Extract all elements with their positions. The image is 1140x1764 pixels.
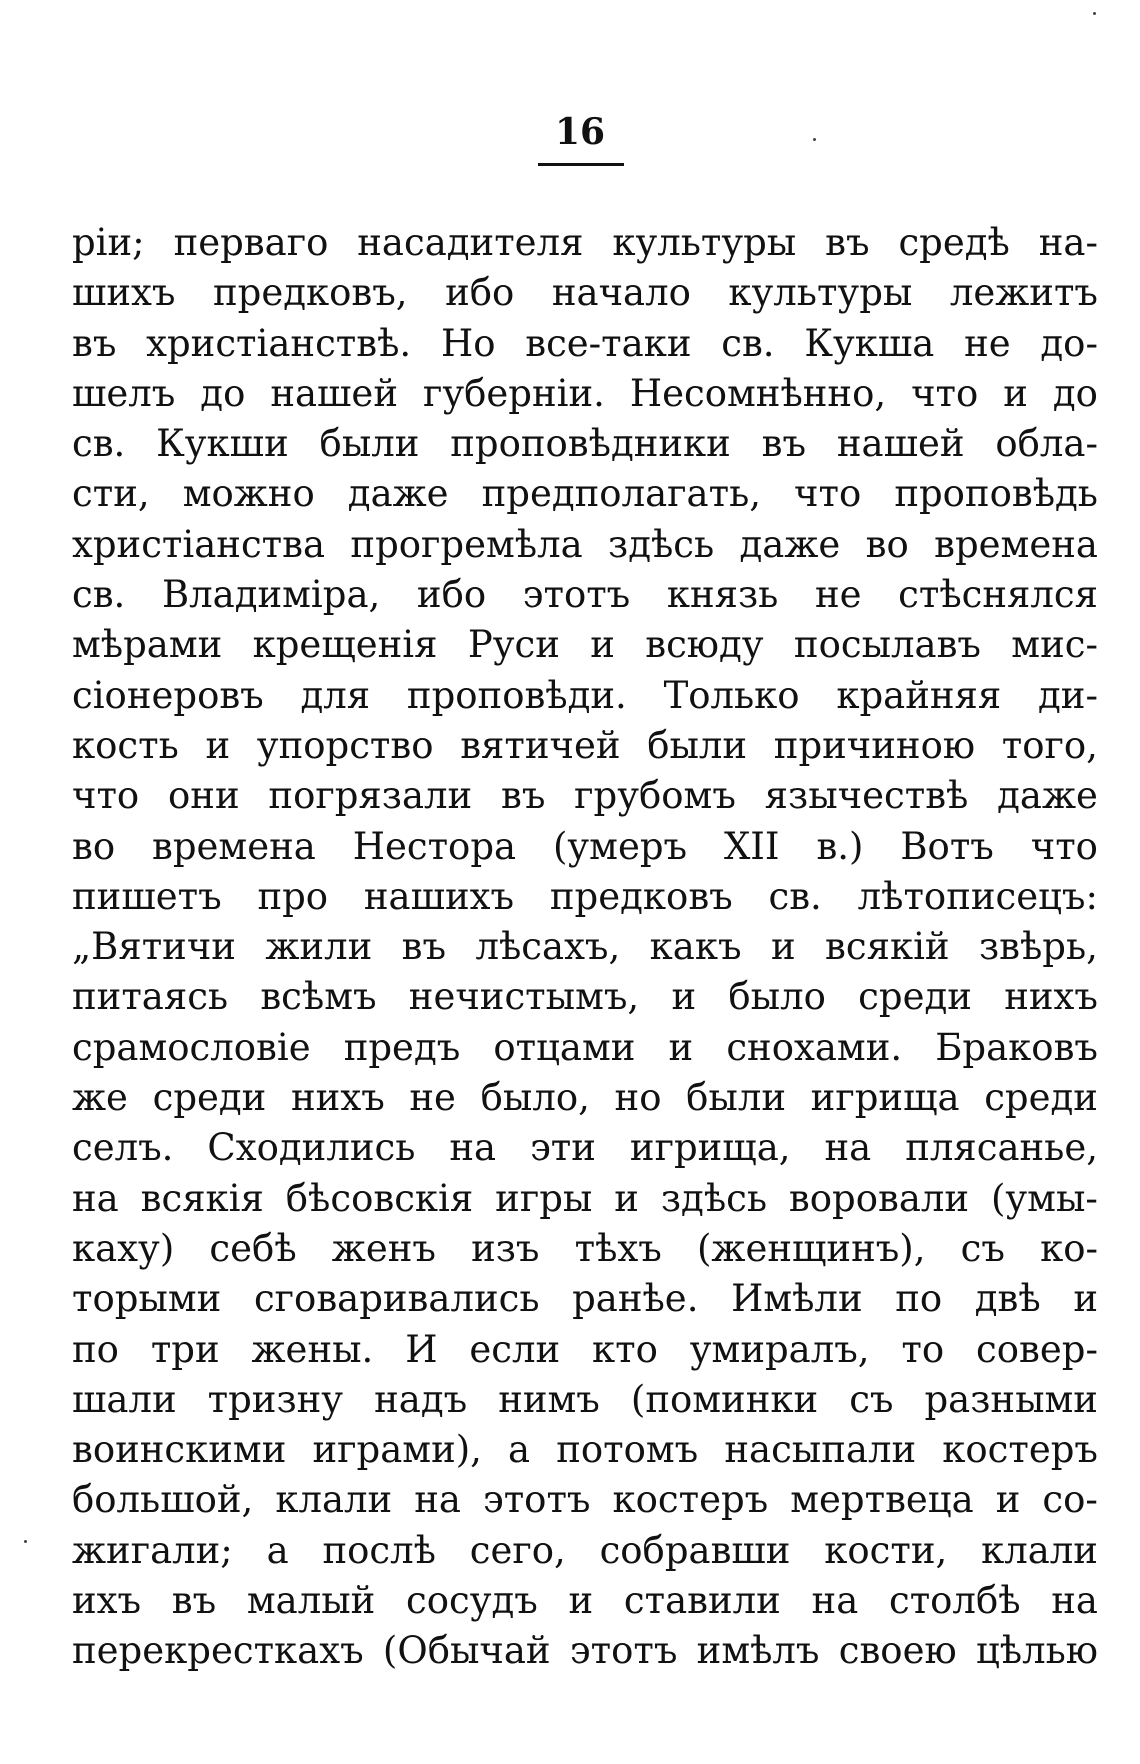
word: и: [770, 925, 796, 969]
word: можно: [182, 472, 315, 516]
word: ко-: [1040, 1226, 1098, 1270]
word: среди: [152, 1076, 267, 1120]
word: что: [794, 472, 862, 516]
word: культуры: [612, 221, 797, 264]
word: мис-: [1011, 623, 1098, 667]
word: снохами.: [726, 1025, 903, 1069]
word: надъ: [374, 1377, 468, 1421]
text-line: [72, 319, 1098, 369]
word: (женщинъ),: [697, 1226, 926, 1270]
text-line: [72, 721, 1098, 771]
word: Но: [440, 321, 496, 365]
word: нечистымъ,: [408, 975, 640, 1019]
body-text: [72, 218, 1098, 1677]
word: что: [911, 371, 979, 415]
word: предполагать,: [481, 472, 761, 516]
text-line: [72, 972, 1098, 1022]
text-line: [72, 570, 1098, 620]
word: всякія: [140, 1176, 264, 1220]
word: христіанства: [72, 522, 326, 566]
word: даже: [347, 472, 449, 516]
word: времена: [152, 824, 316, 868]
word: Руси: [467, 623, 560, 667]
word: ибо: [445, 271, 515, 315]
word: прогремѣла: [350, 522, 583, 566]
word: Вотъ: [900, 824, 994, 868]
word: и: [668, 1025, 694, 1069]
word: того,: [1001, 723, 1098, 767]
word: Только: [663, 673, 800, 717]
page-number: 16: [554, 111, 606, 153]
word: разными: [924, 1377, 1098, 1421]
word: пишетъ: [72, 874, 222, 918]
text-line: [72, 1073, 1098, 1123]
word: въ: [825, 221, 870, 264]
word: клали: [981, 1528, 1098, 1572]
word: играми),: [312, 1428, 482, 1472]
word: звѣрь,: [978, 925, 1098, 969]
word: совер-: [976, 1327, 1098, 1371]
word: торыми: [72, 1277, 222, 1321]
word: шали: [72, 1377, 177, 1421]
word: (Обычай: [382, 1629, 551, 1673]
word: до: [200, 371, 246, 415]
text-line: [72, 268, 1098, 318]
word: князь: [666, 573, 779, 617]
word: и: [205, 723, 231, 767]
word: на: [1051, 1579, 1098, 1623]
word: съ: [960, 1226, 1005, 1270]
word: со-: [1042, 1478, 1098, 1522]
word: на: [449, 1126, 497, 1170]
word: потомъ: [556, 1428, 699, 1472]
word: во: [72, 824, 116, 868]
word: отцами: [493, 1025, 636, 1069]
word: не: [409, 1076, 456, 1120]
text-line: [72, 922, 1098, 972]
word: крайняя: [836, 673, 1002, 717]
word: въ: [171, 1579, 217, 1623]
word: что: [1030, 824, 1098, 868]
word: а: [266, 1528, 289, 1572]
word: нашей: [270, 371, 398, 415]
page-number-underline: [538, 163, 624, 166]
word: на: [72, 1176, 119, 1220]
word: воровали: [788, 1176, 970, 1220]
text-line: [72, 469, 1098, 519]
word: послѣ: [322, 1528, 436, 1572]
word: и: [671, 975, 697, 1019]
text-line: [72, 822, 1098, 872]
word: эти: [530, 1126, 596, 1170]
word: начало: [551, 271, 691, 315]
word: перекресткахъ: [72, 1629, 364, 1673]
word: даже: [739, 522, 841, 566]
word: не: [964, 321, 1011, 365]
word: питаясь: [72, 975, 229, 1019]
word: сговаривались: [253, 1277, 540, 1321]
word: то: [901, 1327, 945, 1371]
word: въ: [500, 774, 546, 818]
word: изъ: [471, 1226, 540, 1270]
word: и: [1003, 371, 1028, 415]
word: кто: [592, 1327, 658, 1371]
word: лѣтописецъ:: [857, 874, 1098, 918]
word: селъ.: [72, 1126, 174, 1170]
word: посылавъ: [793, 623, 981, 667]
word: XII: [723, 824, 780, 868]
word: св.: [768, 874, 822, 918]
word: кость: [72, 723, 179, 767]
word: св.: [72, 422, 126, 466]
word: тризну: [207, 1377, 344, 1421]
word: имѣлъ: [696, 1629, 820, 1673]
word: стѣснялся: [898, 573, 1098, 617]
word: всюду: [645, 623, 764, 667]
word: каху): [72, 1226, 175, 1270]
text-line: [72, 1626, 1098, 1676]
word: срамословіе: [72, 1025, 311, 1069]
word: даже: [997, 774, 1098, 818]
word: если: [469, 1327, 561, 1371]
word: среди: [984, 1076, 1098, 1120]
word: на-: [1038, 221, 1098, 264]
word: нашей: [836, 422, 965, 466]
word: до: [1052, 371, 1098, 415]
text-line: [72, 771, 1098, 821]
word: своею: [838, 1629, 957, 1673]
word: нимъ: [498, 1377, 600, 1421]
text-line: [72, 671, 1098, 721]
word: на: [811, 1579, 859, 1623]
word: погрязали: [268, 774, 473, 818]
word: pіи;: [72, 221, 145, 264]
word: какъ: [649, 925, 742, 969]
word: ранѣе.: [572, 1277, 699, 1321]
word: на: [824, 1126, 872, 1170]
text-line: [72, 369, 1098, 419]
text-line: [72, 520, 1098, 570]
word: на: [414, 1478, 461, 1522]
word: крещенія: [252, 623, 438, 667]
text-line: [72, 1325, 1098, 1375]
word: ставили: [623, 1579, 781, 1623]
word: этотъ: [569, 1629, 678, 1673]
word: что: [72, 774, 140, 818]
word: Кукши: [156, 422, 289, 466]
word: перваго: [173, 221, 329, 264]
word: собравши: [599, 1528, 791, 1572]
word: и: [590, 623, 615, 667]
word: игры: [495, 1176, 593, 1220]
word: а: [508, 1428, 531, 1472]
word: женъ: [331, 1226, 436, 1270]
word: плясанье,: [905, 1126, 1098, 1170]
word: Браковъ: [935, 1025, 1098, 1069]
word: были: [647, 723, 748, 767]
word: св.: [721, 321, 775, 365]
word: ихъ: [72, 1579, 142, 1623]
word: себѣ: [209, 1226, 297, 1270]
word: двѣ: [974, 1277, 1041, 1321]
word: проповѣдь: [894, 472, 1098, 516]
print-speck: [1093, 12, 1096, 15]
word: воинскими: [72, 1428, 287, 1472]
word: было: [728, 975, 826, 1019]
word: игрища: [810, 1076, 960, 1120]
word: Нестора: [352, 824, 517, 868]
word: про: [257, 874, 329, 918]
word: шихъ: [72, 271, 176, 315]
print-speck: [813, 138, 816, 141]
text-line: [72, 1576, 1098, 1626]
word: шелъ: [72, 371, 176, 415]
word: культуры: [728, 271, 913, 315]
word: малый: [246, 1579, 376, 1623]
word: и: [995, 1478, 1021, 1522]
word: сти,: [72, 472, 150, 516]
word: съ: [849, 1377, 894, 1421]
word: по: [895, 1277, 943, 1321]
word: же: [72, 1076, 128, 1120]
word: сіонеровъ: [72, 673, 264, 717]
word: предковъ,: [213, 271, 408, 315]
text-line: [72, 1425, 1098, 1475]
word: причиною: [773, 723, 976, 767]
word: не: [814, 573, 862, 617]
word: бѣсовскія: [285, 1176, 474, 1220]
word: по: [72, 1327, 119, 1371]
word: было,: [480, 1076, 590, 1120]
word: И: [405, 1327, 438, 1371]
text-line: [72, 872, 1098, 922]
word: язычествѣ: [764, 774, 969, 818]
word: большой,: [72, 1478, 254, 1522]
text-line: [72, 419, 1098, 469]
word: все-таки: [525, 321, 692, 365]
word: (умы-: [990, 1176, 1098, 1220]
word: костеръ: [612, 1478, 769, 1522]
word: времена: [934, 522, 1098, 566]
word: предковъ: [549, 874, 733, 918]
word: (поминки: [630, 1377, 819, 1421]
text-line: [72, 1375, 1098, 1425]
word: мертвеца: [790, 1478, 974, 1522]
word: этотъ: [482, 1478, 591, 1522]
word: въ: [72, 321, 117, 365]
word: цѣлью: [975, 1629, 1098, 1673]
text-line: [72, 1526, 1098, 1576]
text-line: [72, 1475, 1098, 1525]
word: жили: [265, 925, 373, 969]
word: умиралъ,: [689, 1327, 870, 1371]
word: проповѣдники: [450, 422, 731, 466]
word: Имѣли: [731, 1277, 863, 1321]
word: „Вятичи: [72, 925, 236, 969]
word: во: [865, 522, 909, 566]
word: (умеръ: [552, 824, 688, 868]
word: предъ: [343, 1025, 461, 1069]
word: Несомнѣнно,: [629, 371, 887, 415]
word: три: [150, 1327, 220, 1371]
word: кости,: [824, 1528, 948, 1572]
word: Владиміра,: [161, 573, 381, 617]
word: проповѣди.: [406, 673, 627, 717]
word: были: [319, 422, 420, 466]
word: для: [300, 673, 371, 717]
word: и: [568, 1579, 594, 1623]
word: и: [614, 1176, 639, 1220]
word: св.: [72, 573, 126, 617]
word: всякій: [825, 925, 950, 969]
word: нашихъ: [363, 874, 515, 918]
word: столбѣ: [888, 1579, 1021, 1623]
print-speck: [24, 1540, 27, 1543]
text-line: [72, 1224, 1098, 1274]
word: тѣхъ: [574, 1226, 662, 1270]
word: въ: [761, 422, 807, 466]
word: мѣрами: [72, 623, 223, 667]
text-line: [72, 218, 1098, 268]
text-line: [72, 1274, 1098, 1324]
word: грубомъ: [574, 774, 736, 818]
word: ибо: [416, 573, 487, 617]
word: средѣ: [898, 221, 1010, 264]
word: всѣмъ: [260, 975, 377, 1019]
word: в.): [816, 824, 864, 868]
word: нихъ: [1004, 975, 1098, 1019]
word: среди: [858, 975, 972, 1019]
word: насыпали: [724, 1428, 917, 1472]
word: Сходились: [207, 1126, 416, 1170]
word: здѣсь: [660, 1176, 767, 1220]
word: но: [614, 1076, 662, 1120]
word: нихъ: [291, 1076, 385, 1120]
word: до-: [1040, 321, 1098, 365]
word: упорство: [256, 723, 434, 767]
word: сего,: [469, 1528, 566, 1572]
word: жигали;: [72, 1528, 233, 1572]
word: лежитъ: [949, 271, 1098, 315]
word: клали: [275, 1478, 393, 1522]
word: въ: [401, 925, 447, 969]
word: христіанствѣ.: [146, 321, 412, 365]
word: были: [686, 1076, 787, 1120]
word: они: [168, 774, 240, 818]
word: вятичей: [460, 723, 621, 767]
word: насадителя: [357, 221, 584, 264]
word: губерніи.: [422, 371, 605, 415]
word: этотъ: [522, 573, 631, 617]
word: лѣсахъ,: [475, 925, 621, 969]
word: обла-: [995, 422, 1098, 466]
text-line: [72, 620, 1098, 670]
word: жены.: [251, 1327, 374, 1371]
text-line: [72, 1023, 1098, 1073]
word: ди-: [1038, 673, 1098, 717]
text-line: [72, 1123, 1098, 1173]
word: Кукша: [804, 321, 935, 365]
word: сосудъ: [406, 1579, 538, 1623]
word: и: [1073, 1277, 1098, 1321]
word: костеръ: [942, 1428, 1098, 1472]
word: здѣсь: [608, 522, 715, 566]
word: игрища,: [629, 1126, 791, 1170]
text-line: [72, 1174, 1098, 1224]
